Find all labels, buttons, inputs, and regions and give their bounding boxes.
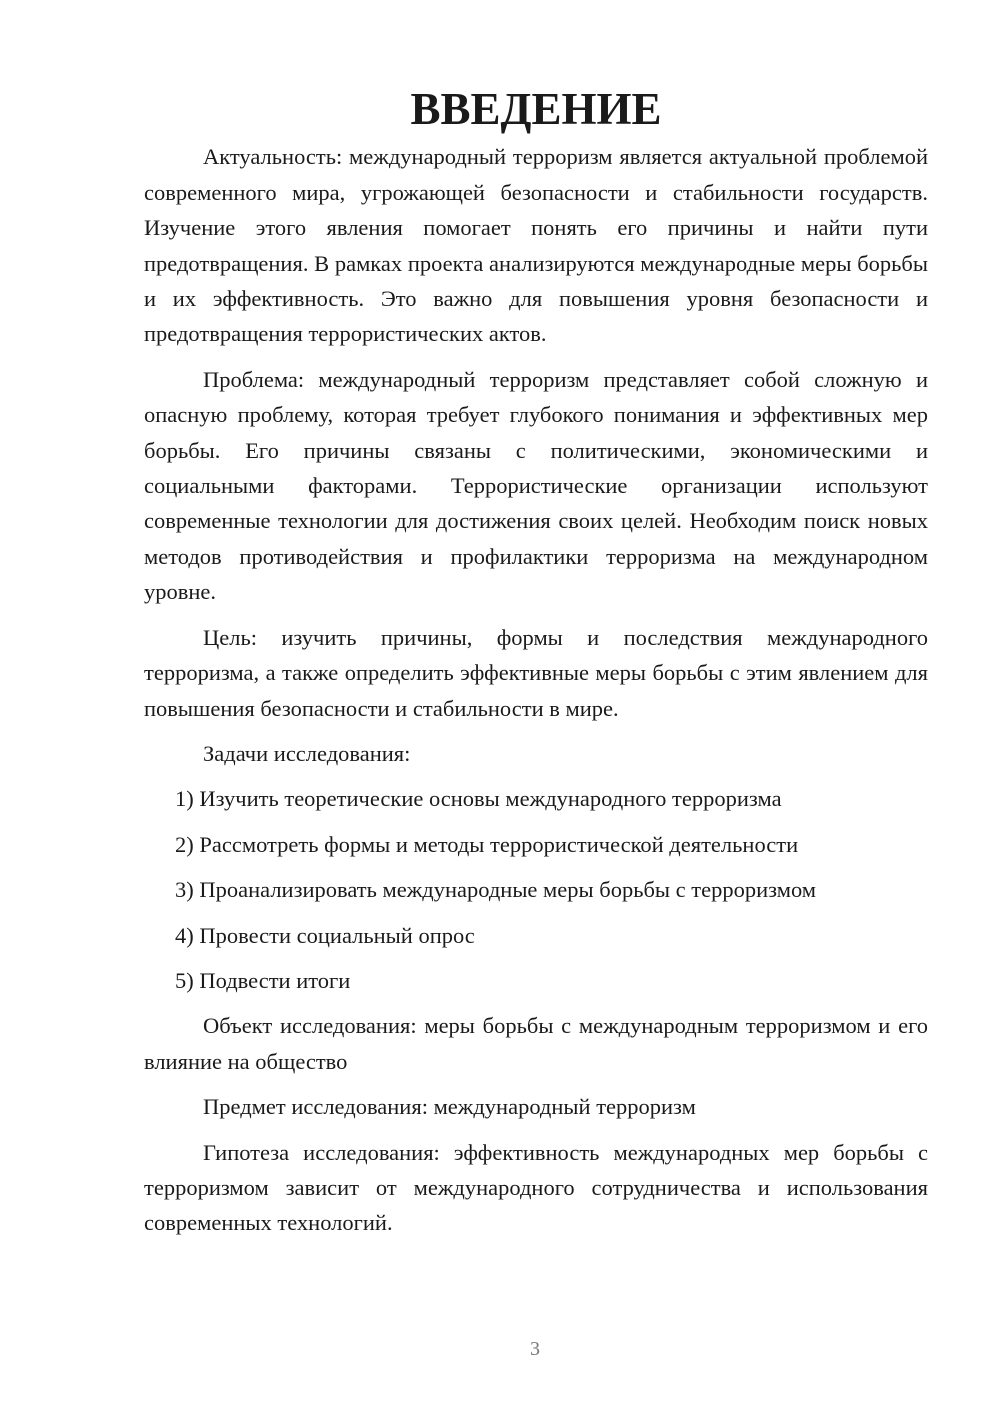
hypothesis-paragraph: Гипотеза исследования: эффективность международных мер борьбы с терроризмом зависит от международного сотрудничества и использования современных технологий. <box>144 1139 928 1236</box>
subject-paragraph: Предмет исследования: международный терроризм <box>203 1094 696 1120</box>
page-number: 3 <box>530 1338 540 1360</box>
tasks-heading: Задачи исследования: <box>203 740 411 766</box>
relevance-paragraph: Актуальность: международный терроризм является актуальной проблемой современного мира, угрожающей безопасности и стабильности государств. Изучение этого явления помогает понять его причины и найти пути предотвращения. В рамках проекта анализируются международные меры борьбы и их эффективность. Это важно для повышения уровня безопасности и предотвращения террористических актов. <box>144 144 928 347</box>
object-paragraph: Объект исследования: меры борьбы с международным терроризмом и его влияние на общество <box>144 1013 928 1074</box>
list-item: 2) Рассмотреть формы и методы террористической деятельности <box>175 831 799 857</box>
list-item: 5) Подвести итоги <box>175 967 351 993</box>
page-content <box>144 84 928 1251</box>
page-title: ВВЕДЕНИЕ <box>410 84 662 134</box>
list-item: 1) Изучить теоретические основы международного терроризма <box>175 786 782 812</box>
goal-paragraph: Цель: изучить причины, формы и последствия международного терроризма, а также определить эффективные меры борьбы с этим явлением для повышения безопасности и стабильности в мире. <box>144 624 928 721</box>
list-item: 3) Проанализировать международные меры борьбы с терроризмом <box>175 877 816 903</box>
problem-paragraph: Проблема: международный терроризм представляет собой сложную и опасную проблему, которая требует глубокого понимания и эффективных мер борьбы. Его причины связаны с политическими, экономическими и социальными факторами. Террористические организации используют современные технологии для достижения своих целей. Необходим поиск новых методов противодействия и профилактики терроризма на международном уровне. <box>144 366 928 605</box>
list-item: 4) Провести социальный опрос <box>175 922 475 948</box>
tasks-list <box>144 781 928 998</box>
